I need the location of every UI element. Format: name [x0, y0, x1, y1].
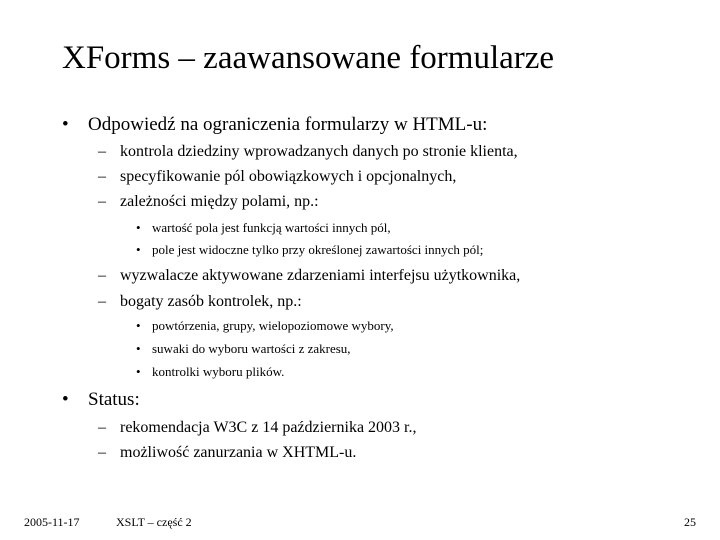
footer-course: XSLT – część 2 [116, 515, 192, 529]
list-item-l3: suwaki do wyboru wartości z zakresu, [152, 341, 351, 356]
bullet-icon: • [62, 114, 69, 135]
list-item-l2: wyzwalacze aktywowane zdarzeniami interfejsu użytkownika, [120, 267, 521, 284]
list-item-l2: rekomendacja W3C z 14 października 2003 r., [120, 419, 417, 436]
list-item-l2: zależności między polami, np.: [120, 193, 319, 210]
list-item-l2: specyfikowanie pól obowiązkowych i opcjonalnych, [120, 168, 457, 185]
bullet-icon: • [136, 220, 141, 235]
list-item-l2: kontrola dziedziny wprowadzanych danych po stronie klienta, [120, 143, 518, 160]
dash-icon: – [98, 193, 106, 210]
footer-date: 2005-11-17 [24, 515, 80, 529]
dash-icon: – [98, 293, 106, 310]
dash-icon: – [98, 419, 106, 436]
bullet-icon: • [136, 318, 141, 333]
list-item-l3: kontrolki wyboru plików. [152, 364, 285, 379]
bullet-icon: • [62, 389, 69, 410]
list-item-l2: możliwość zanurzania w XHTML-u. [120, 444, 357, 461]
list-item-l1: Status: [88, 389, 140, 410]
dash-icon: – [98, 168, 106, 185]
list-item-l2: bogaty zasób kontrolek, np.: [120, 293, 302, 310]
bullet-icon: • [136, 341, 141, 356]
dash-icon: – [98, 444, 106, 461]
slide-title: XForms – zaawansowane formularze [62, 40, 555, 76]
bullet-icon: • [136, 242, 141, 257]
bullet-icon: • [136, 364, 141, 379]
list-item-l3: powtórzenia, grupy, wielopoziomowe wybory, [152, 318, 394, 333]
list-item-l3: wartość pola jest funkcją wartości innych pól, [152, 220, 391, 235]
dash-icon: – [98, 143, 106, 160]
footer-page-number: 25 [684, 515, 696, 529]
dash-icon: – [98, 267, 106, 284]
list-item-l3: pole jest widoczne tylko przy określonej zawartości innych pól; [152, 242, 484, 257]
list-item-l1: Odpowiedź na ograniczenia formularzy w HTML-u: [88, 114, 488, 135]
